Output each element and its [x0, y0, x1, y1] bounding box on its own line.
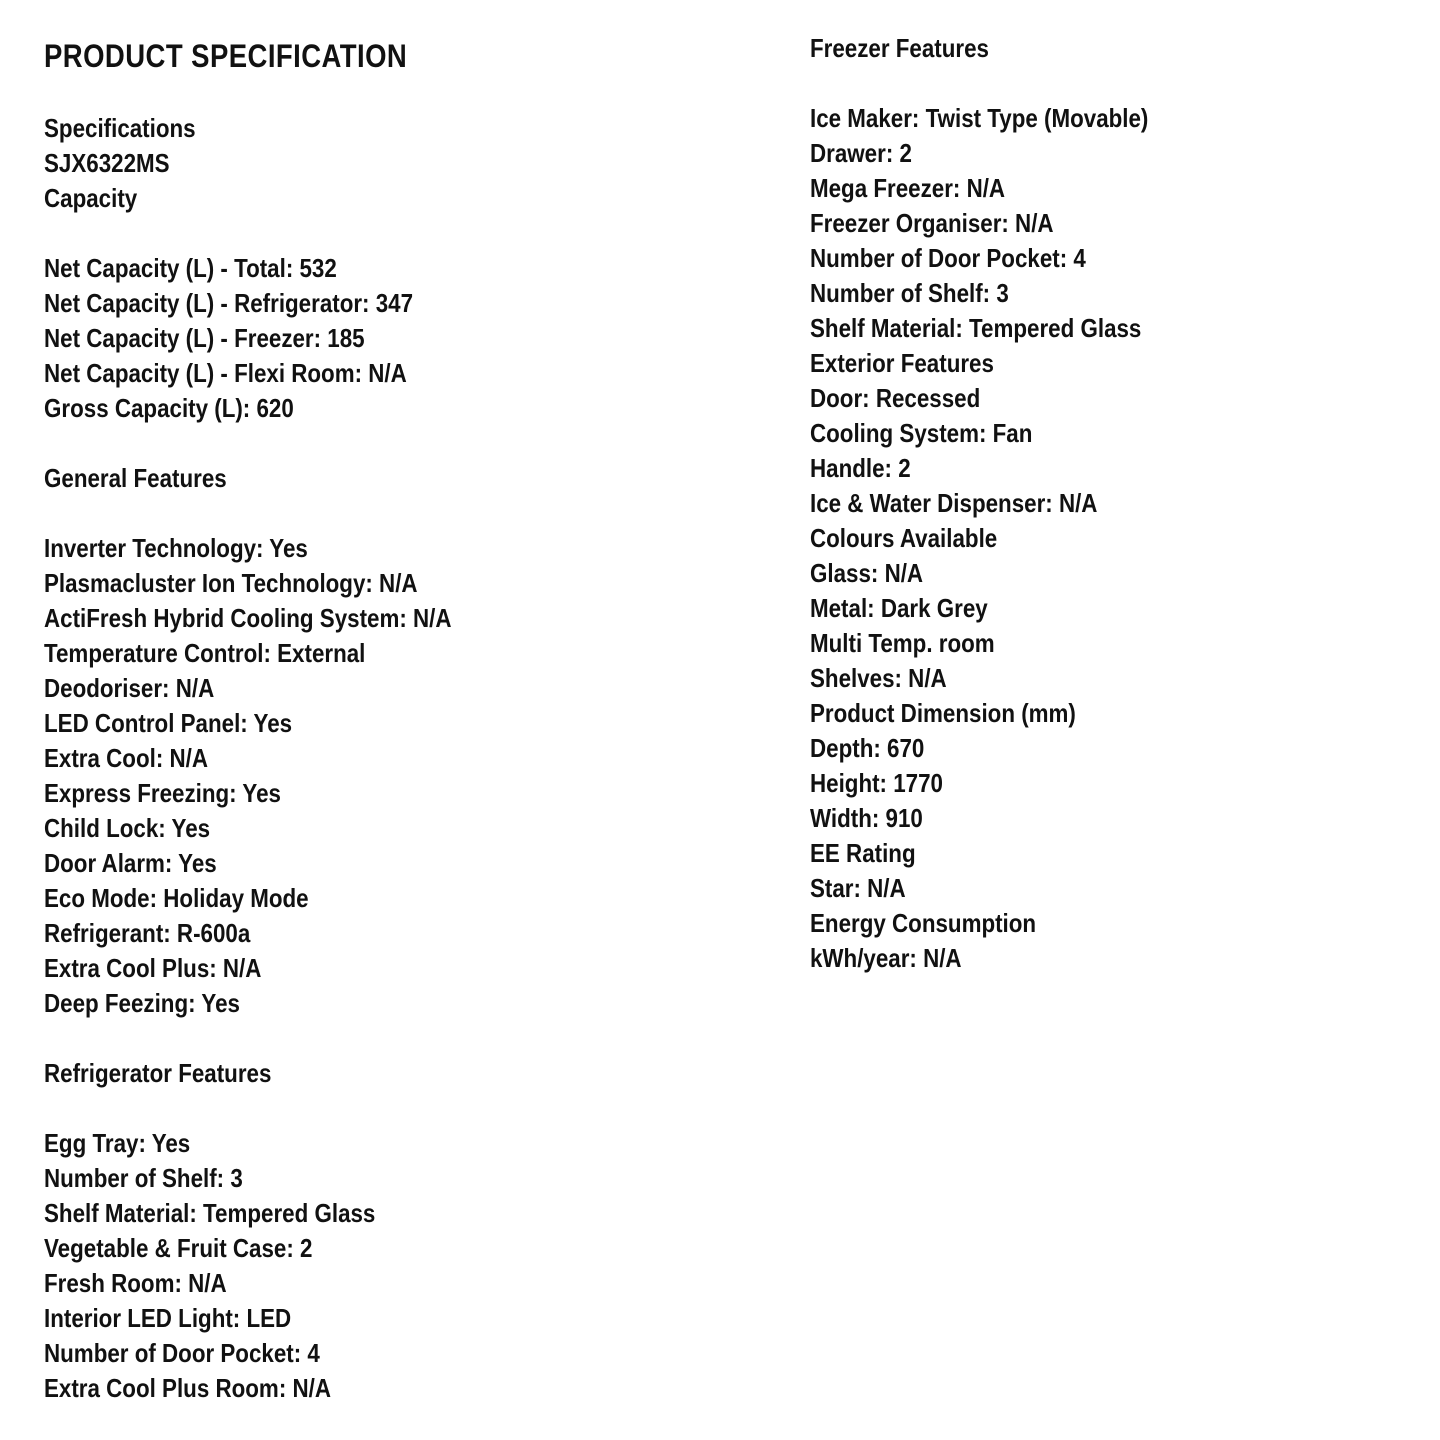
general-feature-line: Express Freezing: Yes	[44, 778, 281, 808]
general-features-heading: General Features	[44, 463, 227, 493]
refrigerator-feature-line: Shelf Material: Tempered Glass	[44, 1198, 376, 1228]
general-feature-line: Inverter Technology: Yes	[44, 533, 308, 563]
general-feature-line: Deodoriser: N/A	[44, 673, 215, 703]
capacity-line: Gross Capacity (L): 620	[44, 393, 294, 423]
page-title: PRODUCT SPECIFICATION	[44, 38, 408, 74]
refrigerator-feature-line: Interior LED Light: LED	[44, 1303, 292, 1333]
energy-consumption-heading: Energy Consumption	[810, 908, 1037, 938]
refrigerator-feature-line: Number of Door Pocket: 4	[44, 1338, 320, 1368]
refrigerator-feature-line: Vegetable & Fruit Case: 2	[44, 1233, 313, 1263]
exterior-feature-line: Ice & Water Dispenser: N/A	[810, 488, 1098, 518]
capacity-line: Net Capacity (L) - Flexi Room: N/A	[44, 358, 407, 388]
refrigerator-feature-line: Extra Cool Plus Room: N/A	[44, 1373, 331, 1403]
general-feature-line: Deep Feezing: Yes	[44, 988, 240, 1018]
freezer-feature-line: Freezer Organiser: N/A	[810, 208, 1054, 238]
general-feature-line: ActiFresh Hybrid Cooling System: N/A	[44, 603, 452, 633]
general-feature-line: Eco Mode: Holiday Mode	[44, 883, 309, 913]
specifications-heading: Specifications	[44, 113, 196, 143]
colour-line: Metal: Dark Grey	[810, 593, 988, 623]
general-feature-line: Extra Cool Plus: N/A	[44, 953, 262, 983]
freezer-features-heading: Freezer Features	[810, 33, 989, 63]
capacity-line: Net Capacity (L) - Refrigerator: 347	[44, 288, 414, 318]
exterior-features-heading: Exterior Features	[810, 348, 994, 378]
general-feature-line: Temperature Control: External	[44, 638, 366, 668]
dimension-line: Width: 910	[810, 803, 923, 833]
capacity-line: Net Capacity (L) - Total: 532	[44, 253, 337, 283]
exterior-feature-line: Handle: 2	[810, 453, 911, 483]
colour-line: Glass: N/A	[810, 558, 924, 588]
multi-temp-line: Shelves: N/A	[810, 663, 947, 693]
ee-rating-heading: EE Rating	[810, 838, 916, 868]
freezer-feature-line: Number of Shelf: 3	[810, 278, 1009, 308]
general-feature-line: Extra Cool: N/A	[44, 743, 208, 773]
general-feature-line: Refrigerant: R-600a	[44, 918, 251, 948]
dimension-line: Depth: 670	[810, 733, 925, 763]
refrigerator-features-heading: Refrigerator Features	[44, 1058, 272, 1088]
freezer-feature-line: Number of Door Pocket: 4	[810, 243, 1086, 273]
ee-rating-line: Star: N/A	[810, 873, 906, 903]
general-feature-line: Door Alarm: Yes	[44, 848, 217, 878]
exterior-feature-line: Cooling System: Fan	[810, 418, 1033, 448]
colours-heading: Colours Available	[810, 523, 998, 553]
multi-temp-heading: Multi Temp. room	[810, 628, 995, 658]
dimension-heading: Product Dimension (mm)	[810, 698, 1076, 728]
dimension-line: Height: 1770	[810, 768, 943, 798]
general-feature-line: LED Control Panel: Yes	[44, 708, 293, 738]
freezer-feature-line: Drawer: 2	[810, 138, 912, 168]
capacity-heading: Capacity	[44, 183, 138, 213]
general-feature-line: Child Lock: Yes	[44, 813, 211, 843]
refrigerator-feature-line: Fresh Room: N/A	[44, 1268, 227, 1298]
freezer-feature-line: Mega Freezer: N/A	[810, 173, 1006, 203]
exterior-feature-line: Door: Recessed	[810, 383, 981, 413]
freezer-feature-line: Ice Maker: Twist Type (Movable)	[810, 103, 1149, 133]
refrigerator-feature-line: Number of Shelf: 3	[44, 1163, 243, 1193]
freezer-feature-line: Shelf Material: Tempered Glass	[810, 313, 1142, 343]
general-feature-line: Plasmacluster Ion Technology: N/A	[44, 568, 418, 598]
energy-consumption-line: kWh/year: N/A	[810, 943, 962, 973]
model-number: SJX6322MS	[44, 148, 170, 178]
capacity-line: Net Capacity (L) - Freezer: 185	[44, 323, 365, 353]
refrigerator-feature-line: Egg Tray: Yes	[44, 1128, 191, 1158]
